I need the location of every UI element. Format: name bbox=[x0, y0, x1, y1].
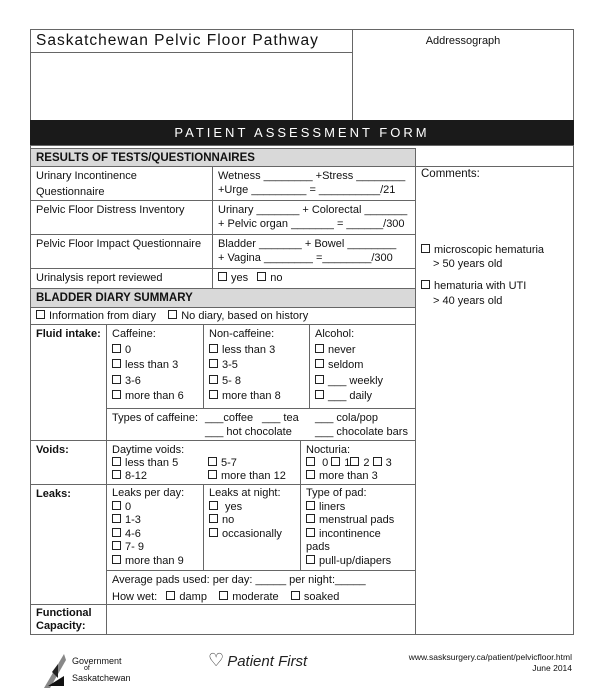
leaks-at-night: Leaks at night: yes no occasionally bbox=[203, 484, 301, 571]
no-checkbox[interactable] bbox=[257, 272, 266, 281]
pfdi-label: Pelvic Floor Distress Inventory bbox=[30, 200, 213, 235]
checkbox[interactable] bbox=[306, 555, 315, 564]
uiq-label: Urinary Incontinence Questionnaire bbox=[30, 166, 213, 201]
fluid-intake-label: Fluid intake: bbox=[30, 324, 107, 441]
checkbox[interactable] bbox=[112, 514, 121, 523]
checkbox[interactable] bbox=[112, 344, 121, 353]
daytime-voids: Daytime voids: less than 5 5-7 8-12 more than 12 bbox=[106, 440, 301, 485]
checkbox[interactable] bbox=[209, 501, 218, 510]
footer-info: www.sasksurgery.ca/patient/pelvicfloor.html June 2014 bbox=[408, 652, 572, 673]
yes-checkbox[interactable] bbox=[218, 272, 227, 281]
functional-capacity-label: Functional Capacity: bbox=[30, 604, 107, 635]
uiq-fields[interactable]: Wetness ________ +Stress ________ +Urge _________ = __________/21 bbox=[212, 166, 416, 201]
checkbox[interactable] bbox=[112, 375, 121, 384]
checkbox[interactable] bbox=[112, 359, 121, 368]
caffeine-options: Caffeine: 0 less than 3 3-6 more than 6 bbox=[106, 324, 204, 409]
voids-label: Voids: bbox=[30, 440, 107, 485]
checkbox[interactable] bbox=[421, 244, 430, 253]
checkbox[interactable] bbox=[112, 528, 121, 537]
checkbox[interactable] bbox=[112, 470, 121, 479]
pads-usage: Average pads used: per day: _____ per night:_____ How wet: damp moderate soaked bbox=[106, 570, 416, 605]
checkbox[interactable] bbox=[306, 528, 315, 537]
checkbox[interactable] bbox=[209, 528, 218, 537]
checkbox[interactable] bbox=[315, 344, 324, 353]
checkbox[interactable] bbox=[209, 344, 218, 353]
footer-url[interactable]: www.sasksurgery.ca/patient/pelvicfloor.html bbox=[408, 652, 572, 662]
checkbox[interactable] bbox=[291, 591, 300, 600]
checkbox[interactable] bbox=[209, 514, 218, 523]
wheat-icon bbox=[42, 652, 72, 690]
government-logo: Government of Saskatchewan bbox=[42, 652, 142, 692]
diary-source: Information from diary No diary, based on history bbox=[30, 307, 416, 325]
heart-person-icon: ♡ bbox=[208, 650, 225, 670]
results-heading: RESULTS OF TESTS/QUESTIONNAIRES bbox=[30, 148, 416, 167]
checkbox[interactable] bbox=[315, 359, 324, 368]
checkbox[interactable] bbox=[315, 375, 324, 384]
urinalysis-options: yes no bbox=[212, 268, 416, 289]
leaks-per-day: Leaks per day: 0 1-3 4-6 7- 9 more than 9 bbox=[106, 484, 204, 571]
title-blank-box bbox=[30, 52, 353, 121]
comments-label: Comments: bbox=[421, 168, 480, 180]
checkbox[interactable] bbox=[306, 470, 315, 479]
checkbox[interactable] bbox=[209, 390, 218, 399]
pfiq-fields[interactable]: Bladder _______ + Bowel ________ + Vagina ________ =________/300 bbox=[212, 234, 416, 269]
comments-box: Comments: microscopic hematuria > 50 years old hematuria with UTI > 40 years old bbox=[415, 166, 574, 635]
checkbox[interactable] bbox=[166, 591, 175, 600]
type-of-pad: Type of pad: liners menstrual pads incontinence pads pull-up/diapers bbox=[300, 484, 416, 571]
checkbox[interactable] bbox=[421, 280, 430, 289]
checkbox[interactable] bbox=[373, 457, 382, 466]
checkbox[interactable] bbox=[208, 457, 217, 466]
checkbox[interactable] bbox=[168, 310, 177, 319]
checkbox[interactable] bbox=[315, 390, 324, 399]
checkbox[interactable] bbox=[306, 457, 315, 466]
patient-first-logo: ♡ Patient First bbox=[208, 650, 308, 670]
checkbox[interactable] bbox=[112, 457, 121, 466]
checkbox[interactable] bbox=[112, 501, 121, 510]
checkbox[interactable] bbox=[208, 470, 217, 479]
leaks-label: Leaks: bbox=[30, 484, 107, 605]
average-pads-field[interactable]: Average pads used: per day: _____ per night:_____ bbox=[112, 574, 366, 586]
checkbox[interactable] bbox=[331, 457, 340, 466]
pfdi-fields[interactable]: Urinary _______ + Colorectal _______ + Pelvic organ _______ = ______/300 bbox=[212, 200, 416, 235]
addressograph-box: Addressograph bbox=[352, 29, 574, 121]
checkbox[interactable] bbox=[306, 514, 315, 523]
diary-heading: BLADDER DIARY SUMMARY bbox=[30, 288, 416, 308]
alcohol-options: Alcohol: never seldom ___ weekly ___ daily bbox=[309, 324, 416, 409]
caffeine-types: Types of caffeine: ___coffee ___ tea ___ cola/pop ___ hot chocolate ___ chocolate bars bbox=[106, 408, 416, 441]
checkbox[interactable] bbox=[209, 359, 218, 368]
checkbox[interactable] bbox=[219, 591, 228, 600]
checkbox[interactable] bbox=[112, 541, 121, 550]
checkbox[interactable] bbox=[36, 310, 45, 319]
functional-capacity-field[interactable] bbox=[106, 604, 416, 635]
noncaffeine-options: Non-caffeine: less than 3 3-5 5- 8 more than 8 bbox=[203, 324, 310, 409]
checkbox[interactable] bbox=[112, 555, 121, 564]
checkbox[interactable] bbox=[112, 390, 121, 399]
form-title: Saskatchewan Pelvic Floor Pathway bbox=[30, 29, 353, 53]
nocturia: Nocturia: 0 1 2 3 more than 3 bbox=[300, 440, 416, 485]
checkbox[interactable] bbox=[306, 501, 315, 510]
checkbox[interactable] bbox=[350, 457, 359, 466]
urinalysis-label: Urinalysis report reviewed bbox=[30, 268, 213, 289]
checkbox[interactable] bbox=[209, 375, 218, 384]
form-banner: PATIENT ASSESSMENT FORM bbox=[30, 120, 574, 145]
pfiq-label: Pelvic Floor Impact Questionnaire bbox=[30, 234, 213, 269]
